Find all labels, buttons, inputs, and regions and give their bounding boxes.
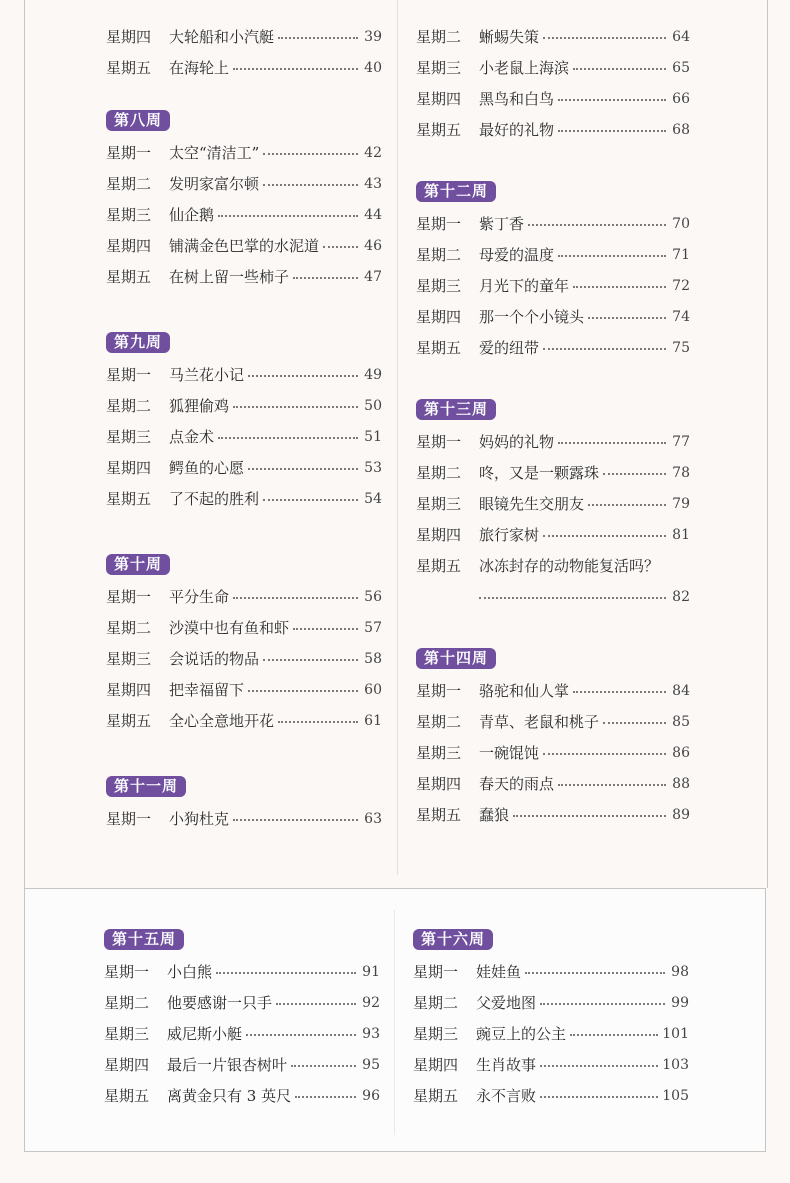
leader-dots [278, 721, 358, 723]
entry-day: 星期三 [104, 1025, 150, 1043]
entry-title: 小狗杜克 [169, 810, 230, 828]
week-badge: 第八周 [106, 110, 170, 131]
entry-title: 青草、老鼠和桃子 [479, 713, 600, 731]
week-badge: 第十六周 [413, 929, 493, 950]
entry-page: 46 [364, 237, 382, 254]
entry-day: 星期二 [104, 994, 150, 1012]
toc-entry[interactable] [416, 706, 690, 737]
leader-dots [558, 99, 666, 101]
entry-day: 星期一 [106, 810, 152, 828]
entry-day: 星期二 [416, 246, 462, 264]
entry-title: 小老鼠上海滨 [479, 59, 570, 77]
toc-entry[interactable] [416, 21, 690, 52]
entry-title: 生肖故事 [476, 1056, 537, 1074]
leader-dots [603, 722, 666, 724]
entry-day: 星期四 [106, 459, 152, 477]
leader-dots [558, 255, 666, 257]
entry-day: 星期二 [106, 619, 152, 637]
week-badge: 第十二周 [416, 181, 496, 202]
toc-entry[interactable] [104, 1018, 380, 1049]
entry-day: 星期三 [106, 206, 152, 224]
entry-title: 了不起的胜利 [169, 490, 260, 508]
entry-day: 星期五 [106, 268, 152, 286]
entry-title: 旅行家树 [479, 526, 540, 544]
entry-title: 在树上留一些柿子 [169, 268, 290, 286]
entry-title: 月光下的童年 [479, 277, 570, 295]
week-14 [416, 648, 690, 830]
entry-day: 星期五 [106, 712, 152, 730]
entry-day: 星期二 [106, 175, 152, 193]
toc-entry[interactable] [416, 768, 690, 799]
entry-title: 离黄金只有 3 英尺 [167, 1087, 292, 1105]
entry-day: 星期三 [413, 1025, 459, 1043]
leader-dots [570, 1034, 658, 1036]
leader-dots [543, 535, 666, 537]
entry-title: 他要感谢一只手 [167, 994, 273, 1012]
entry-page: 79 [672, 495, 690, 512]
entry-day: 星期五 [104, 1087, 150, 1105]
entry-page: 70 [672, 215, 690, 232]
entry-page: 58 [364, 650, 382, 667]
entry-page: 72 [672, 277, 690, 294]
toc-entry[interactable] [416, 550, 690, 581]
entry-day: 星期五 [416, 121, 462, 139]
entry-day: 星期五 [416, 339, 462, 357]
entry-title: 点金术 [169, 428, 215, 446]
toc-entry[interactable] [413, 1018, 689, 1049]
entry-page: 84 [672, 682, 690, 699]
leader-dots [573, 68, 666, 70]
entry-day: 星期四 [416, 526, 462, 544]
entry-title: 眼镜先生交朋友 [479, 495, 585, 513]
toc-entry[interactable] [106, 168, 382, 199]
toc-entry[interactable] [416, 675, 690, 706]
toc-entry[interactable] [413, 1080, 689, 1111]
toc-entry[interactable] [106, 359, 382, 390]
toc-entry[interactable] [416, 519, 690, 550]
toc-entry[interactable] [416, 488, 690, 519]
week-7-continued [106, 21, 382, 83]
leader-dots [233, 597, 358, 599]
entry-title: 狐狸偷鸡 [169, 397, 230, 415]
entry-day: 星期一 [416, 215, 462, 233]
entry-page: 66 [672, 90, 690, 107]
entry-title: 最好的礼物 [479, 121, 555, 139]
leader-dots [216, 972, 356, 974]
entry-title: 马兰花小记 [169, 366, 245, 384]
toc-entry[interactable] [106, 390, 382, 421]
leader-dots [543, 37, 666, 39]
entry-title: 母爱的温度 [479, 246, 555, 264]
week-10 [106, 554, 382, 736]
column-divider [397, 0, 398, 875]
entry-page: 81 [672, 526, 690, 543]
toc-entry[interactable] [106, 21, 382, 52]
toc-entry[interactable] [413, 1049, 689, 1080]
week-16 [413, 929, 689, 1111]
toc-entry[interactable] [416, 239, 690, 270]
week-15 [104, 929, 380, 1111]
entry-page: 39 [364, 28, 382, 45]
column-divider [394, 910, 395, 1135]
toc-entry[interactable] [416, 114, 690, 145]
entry-day: 星期二 [416, 713, 462, 731]
week-badge: 第十四周 [416, 648, 496, 669]
entry-day: 星期五 [416, 806, 462, 824]
entry-title: 铺满金色巴掌的水泥道 [169, 237, 320, 255]
entry-day: 星期一 [104, 963, 150, 981]
entry-page: 92 [362, 994, 380, 1011]
entry-title: 蠢狼 [479, 806, 510, 824]
leader-dots [218, 215, 358, 217]
entry-day: 星期四 [106, 28, 152, 46]
entry-day: 星期五 [416, 557, 462, 575]
entry-page: 91 [362, 963, 380, 980]
leader-dots [573, 286, 666, 288]
entry-day: 星期二 [106, 397, 152, 415]
entry-title: 太空“清洁工” [169, 144, 260, 162]
entry-page: 42 [364, 144, 382, 161]
toc-entry[interactable] [416, 457, 690, 488]
toc-entry[interactable] [416, 332, 690, 363]
toc-entry[interactable] [416, 799, 690, 830]
left-toc-column [106, 21, 382, 834]
entry-title: 紫丁香 [479, 215, 525, 233]
entry-page: 47 [364, 268, 382, 285]
entry-page: 44 [364, 206, 382, 223]
week-8 [106, 110, 382, 292]
leader-dots [293, 277, 358, 279]
toc-entry[interactable] [106, 261, 382, 292]
entry-day: 星期一 [416, 682, 462, 700]
leader-dots [540, 1096, 658, 1098]
week-badge: 第十五周 [104, 929, 184, 950]
leader-dots [558, 130, 666, 132]
week-13 [416, 399, 690, 612]
entry-title: 会说话的物品 [169, 650, 260, 668]
entry-title: 沙漠中也有鱼和虾 [169, 619, 290, 637]
week-badge: 第十三周 [416, 399, 496, 420]
entry-day: 星期三 [416, 277, 462, 295]
toc-entry[interactable] [106, 199, 382, 230]
leader-dots [543, 348, 666, 350]
entry-day: 星期三 [416, 495, 462, 513]
entry-day: 星期二 [416, 28, 462, 46]
week-badge: 第十一周 [106, 776, 186, 797]
entry-title: 爱的纽带 [479, 339, 540, 357]
entry-title: 黑鸟和白鸟 [479, 90, 555, 108]
leader-dots [323, 246, 358, 248]
entry-page: 96 [362, 1087, 380, 1104]
toc-entry[interactable] [106, 421, 382, 452]
entry-page: 43 [364, 175, 382, 192]
entry-page: 77 [672, 433, 690, 450]
leader-dots [248, 375, 358, 377]
entry-page: 68 [672, 121, 690, 138]
leader-dots [558, 784, 666, 786]
toc-entry[interactable] [416, 270, 690, 301]
entry-page: 99 [671, 994, 689, 1011]
leader-dots [479, 597, 666, 599]
right-toc-column [416, 21, 690, 830]
entry-day: 星期二 [413, 994, 459, 1012]
entry-day: 星期三 [106, 650, 152, 668]
toc-entry[interactable] [106, 581, 382, 612]
toc-entry[interactable] [416, 301, 690, 332]
week-badge: 第十周 [106, 554, 170, 575]
toc-entry-continuation[interactable] [416, 581, 690, 612]
entry-page: 95 [362, 1056, 380, 1073]
entry-page: 88 [672, 775, 690, 792]
toc-entry[interactable] [416, 737, 690, 768]
toc-entry[interactable] [106, 612, 382, 643]
leader-dots [295, 1096, 356, 1098]
toc-entry[interactable] [106, 483, 382, 514]
entry-title: 娃娃鱼 [476, 963, 522, 981]
entry-title: 把幸福留下 [169, 681, 245, 699]
entry-page: 85 [672, 713, 690, 730]
entry-page: 65 [672, 59, 690, 76]
toc-entry[interactable] [106, 643, 382, 674]
leader-dots [233, 819, 358, 821]
entry-page: 89 [672, 806, 690, 823]
entry-page: 71 [672, 246, 690, 263]
toc-entry[interactable] [104, 987, 380, 1018]
week-badge: 第九周 [106, 332, 170, 353]
toc-entry[interactable] [104, 956, 380, 987]
entry-day: 星期五 [106, 490, 152, 508]
entry-day: 星期三 [416, 744, 462, 762]
entry-title: 最后一片银杏树叶 [167, 1056, 288, 1074]
leader-dots [278, 37, 358, 39]
entry-title: 那一个个小镜头 [479, 308, 585, 326]
entry-day: 星期五 [106, 59, 152, 77]
entry-title: 一碗馄饨 [479, 744, 540, 762]
entry-day: 星期四 [104, 1056, 150, 1074]
entry-day: 星期四 [416, 308, 462, 326]
toc-entry[interactable] [416, 426, 690, 457]
toc-entry[interactable] [106, 52, 382, 83]
leader-dots [293, 628, 358, 630]
entry-page: 53 [364, 459, 382, 476]
leader-dots [233, 406, 358, 408]
toc-entry[interactable] [416, 208, 690, 239]
toc-entry[interactable] [106, 803, 382, 834]
entry-day: 星期五 [413, 1087, 459, 1105]
leader-dots [528, 224, 666, 226]
leader-dots [233, 68, 358, 70]
toc-entry[interactable] [413, 956, 689, 987]
toc-entry[interactable] [106, 705, 382, 736]
entry-title: 豌豆上的公主 [476, 1025, 567, 1043]
entry-title: 威尼斯小艇 [167, 1025, 243, 1043]
entry-title: 大轮船和小汽艇 [169, 28, 275, 46]
leader-dots [588, 317, 666, 319]
toc-entry[interactable] [104, 1080, 380, 1111]
entry-page: 60 [364, 681, 382, 698]
entry-page: 61 [364, 712, 382, 729]
entry-page: 93 [362, 1025, 380, 1042]
entry-page: 64 [672, 28, 690, 45]
entry-day: 星期四 [106, 237, 152, 255]
toc-entry[interactable] [104, 1049, 380, 1080]
leader-dots [248, 690, 358, 692]
toc-entry[interactable] [106, 452, 382, 483]
entry-day: 星期四 [413, 1056, 459, 1074]
entry-title: 平分生命 [169, 588, 230, 606]
entry-title: 蜥蜴失策 [479, 28, 540, 46]
entry-day: 星期三 [106, 428, 152, 446]
leader-dots [513, 815, 666, 817]
entry-page: 54 [364, 490, 382, 507]
entry-day: 星期四 [416, 90, 462, 108]
toc-entry[interactable] [413, 987, 689, 1018]
entry-title: 发明家富尔顿 [169, 175, 260, 193]
entry-page: 103 [662, 1056, 689, 1073]
leader-dots [291, 1065, 356, 1067]
leader-dots [218, 437, 358, 439]
leader-dots [246, 1034, 356, 1036]
entry-title: 骆驼和仙人掌 [479, 682, 570, 700]
entry-page: 75 [672, 339, 690, 356]
entry-page: 50 [364, 397, 382, 414]
leader-dots [543, 753, 666, 755]
entry-title: 鳄鱼的心愿 [169, 459, 245, 477]
entry-day: 星期一 [106, 588, 152, 606]
toc-entry[interactable] [106, 137, 382, 168]
entry-title: 全心全意地开花 [169, 712, 275, 730]
entry-title: 春天的雨点 [479, 775, 555, 793]
week-11-continued [416, 21, 690, 145]
leader-dots [525, 972, 665, 974]
toc-entry[interactable] [416, 83, 690, 114]
week-12 [416, 181, 690, 363]
entry-title: 小白熊 [167, 963, 213, 981]
entry-page: 49 [364, 366, 382, 383]
toc-entry[interactable] [416, 52, 690, 83]
entry-day: 星期二 [416, 464, 462, 482]
entry-page: 40 [364, 59, 382, 76]
leader-dots [573, 691, 666, 693]
entry-day: 星期一 [416, 433, 462, 451]
entry-page: 56 [364, 588, 382, 605]
leader-dots [263, 499, 358, 501]
leader-dots [558, 442, 666, 444]
entry-day: 星期四 [416, 775, 462, 793]
entry-day: 星期三 [416, 59, 462, 77]
entry-title: 冰冻封存的动物能复活吗？ [479, 557, 660, 575]
toc-entry[interactable] [106, 230, 382, 261]
entry-page: 74 [672, 308, 690, 325]
leader-dots [588, 504, 666, 506]
week-9 [106, 332, 382, 514]
entry-page: 101 [662, 1025, 689, 1042]
leader-dots [540, 1065, 658, 1067]
entry-day: 星期一 [106, 144, 152, 162]
leader-dots [263, 153, 358, 155]
entry-page: 51 [364, 428, 382, 445]
entry-title: 仙企鹅 [169, 206, 215, 224]
entry-day: 星期四 [106, 681, 152, 699]
leader-dots [248, 468, 358, 470]
entry-title: 父爱地图 [476, 994, 537, 1012]
leader-dots [276, 1003, 356, 1005]
entry-page: 78 [672, 464, 690, 481]
entry-title: 在海轮上 [169, 59, 230, 77]
entry-page: 105 [662, 1087, 689, 1104]
leader-dots [263, 184, 358, 186]
week-11 [106, 776, 382, 834]
entry-page: 82 [672, 588, 690, 605]
leader-dots [263, 659, 358, 661]
entry-page: 63 [364, 810, 382, 827]
entry-page: 57 [364, 619, 382, 636]
entry-day: 星期一 [413, 963, 459, 981]
entry-title: 妈妈的礼物 [479, 433, 555, 451]
entry-title: 永不言败 [476, 1087, 537, 1105]
entry-page: 86 [672, 744, 690, 761]
leader-dots [540, 1003, 665, 1005]
entry-day: 星期一 [106, 366, 152, 384]
entry-page: 98 [671, 963, 689, 980]
toc-entry[interactable] [106, 674, 382, 705]
entry-title: 咚，又是一颗露珠 [479, 464, 600, 482]
leader-dots [603, 473, 666, 475]
